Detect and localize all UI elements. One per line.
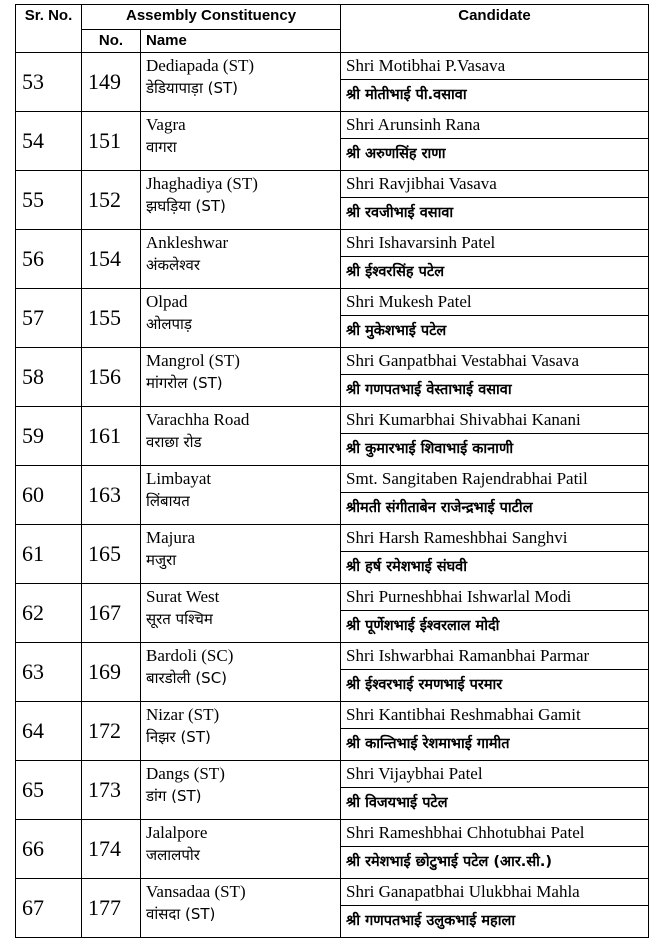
- constituency-name-hindi: बारडोली (SC): [146, 669, 228, 687]
- table-row: [16, 879, 649, 938]
- candidate-name-english: Shri Ravjibhai Vasava: [341, 171, 648, 198]
- candidate-name-english: Smt. Sangitaben Rajendrabhai Patil: [341, 466, 648, 493]
- constituency-name-hindi: जलालपोर: [146, 846, 200, 864]
- sr-no-cell: 63: [16, 643, 82, 702]
- constituency-name-cell: [141, 53, 341, 112]
- candidate-name-english: Shri Rameshbhai Chhotubhai Patel: [341, 820, 648, 847]
- constituency-name-hindi: वागरा: [146, 138, 177, 156]
- candidate-name-hindi: श्री रवजीभाई वसावा: [346, 205, 454, 221]
- candidate-cell: [341, 525, 649, 584]
- candidate-name-hindi: श्री हर्ष रमेशभाई संघवी: [346, 559, 467, 575]
- constituency-name-hindi: ओलपाड़: [146, 315, 192, 333]
- constituency-name-english: Bardoli (SC): [146, 646, 234, 665]
- constituency-no-cell: 167: [82, 584, 141, 643]
- candidate-name-english: Shri Arunsinh Rana: [341, 112, 648, 139]
- table-row: [16, 466, 649, 525]
- constituency-no-cell: 172: [82, 702, 141, 761]
- constituency-name-english: Jhaghadiya (ST): [146, 174, 258, 193]
- constituency-no-cell: 155: [82, 289, 141, 348]
- constituency-name-cell: [141, 230, 341, 289]
- constituency-name-hindi: डेडियापाड़ा (ST): [146, 79, 238, 97]
- constituency-no-cell: 154: [82, 230, 141, 289]
- sr-no-cell: 62: [16, 584, 82, 643]
- candidate-name-english: Shri Motibhai P.Vasava: [341, 53, 648, 80]
- constituency-no-cell: 156: [82, 348, 141, 407]
- candidate-name-english: Shri Mukesh Patel: [341, 289, 648, 316]
- table-row: [16, 230, 649, 289]
- candidate-cell: [341, 53, 649, 112]
- constituency-name-cell: [141, 820, 341, 879]
- constituency-name-cell: [141, 761, 341, 820]
- constituency-name-english: Olpad: [146, 292, 188, 311]
- constituency-name-english: Nizar (ST): [146, 705, 220, 724]
- candidate-cell: [341, 348, 649, 407]
- candidate-cell: [341, 702, 649, 761]
- candidate-name-english: Shri Ganpatbhai Vestabhai Vasava: [341, 348, 648, 375]
- candidate-name-hindi: श्री ईश्वरभाई रमणभाई परमार: [346, 677, 503, 693]
- constituency-name-english: Mangrol (ST): [146, 351, 240, 370]
- constituency-name-hindi: निझर (ST): [146, 728, 211, 746]
- candidate-cell: [341, 879, 649, 938]
- constituency-no-cell: 151: [82, 112, 141, 171]
- constituency-no-cell: 169: [82, 643, 141, 702]
- candidate-name-english: Shri Purneshbhai Ishwarlal Modi: [341, 584, 648, 611]
- header-no: No.: [82, 30, 141, 53]
- candidate-name-hindi: श्रीमती संगीताबेन राजेन्द्रभाई पाटील: [346, 500, 533, 516]
- constituency-name-english: Surat West: [146, 587, 220, 606]
- constituency-name-hindi: अंकलेश्वर: [146, 256, 201, 274]
- candidate-cell: [341, 407, 649, 466]
- candidate-name-hindi: श्री ईश्वरसिंह पटेल: [346, 264, 445, 280]
- constituency-name-cell: [141, 112, 341, 171]
- header-name: Name: [141, 30, 341, 53]
- candidate-name-hindi: श्री अरुणसिंह राणा: [346, 146, 446, 162]
- candidate-name-english: Shri Harsh Rameshbhai Sanghvi: [341, 525, 648, 552]
- candidate-name-hindi: श्री कुमारभाई शिवाभाई कानाणी: [346, 441, 514, 457]
- candidate-name-english: Shri Vijaybhai Patel: [341, 761, 648, 788]
- candidate-cell: [341, 643, 649, 702]
- sr-no-cell: 59: [16, 407, 82, 466]
- table-row: [16, 112, 649, 171]
- candidate-name-hindi: श्री गणपतभाई वेस्ताभाई वसावा: [346, 382, 512, 398]
- header-candidate: Candidate: [341, 5, 649, 53]
- constituency-name-hindi: मजुरा: [146, 551, 177, 569]
- constituency-name-cell: [141, 879, 341, 938]
- constituency-name-cell: [141, 407, 341, 466]
- sr-no-cell: 66: [16, 820, 82, 879]
- constituency-name-cell: [141, 702, 341, 761]
- constituency-name-english: Limbayat: [146, 469, 212, 488]
- header-sr-no: Sr. No.: [16, 5, 82, 53]
- constituency-name-cell: [141, 466, 341, 525]
- constituency-name-english: Vansadaa (ST): [146, 882, 246, 901]
- candidate-name-english: Shri Ishavarsinh Patel: [341, 230, 648, 257]
- candidate-name-hindi: श्री मुकेशभाई पटेल: [346, 323, 447, 339]
- candidate-name-hindi: श्री विजयभाई पटेल: [346, 795, 448, 811]
- sr-no-cell: 65: [16, 761, 82, 820]
- candidate-cell: [341, 230, 649, 289]
- constituency-name-english: Jalalpore: [146, 823, 208, 842]
- sr-no-cell: 64: [16, 702, 82, 761]
- candidate-name-english: Shri Kantibhai Reshmabhai Gamit: [341, 702, 648, 729]
- constituency-name-cell: [141, 525, 341, 584]
- sr-no-cell: 60: [16, 466, 82, 525]
- constituency-no-cell: 165: [82, 525, 141, 584]
- table-row: [16, 702, 649, 761]
- candidate-name-hindi: श्री गणपतभाई उलुकभाई महाला: [346, 913, 516, 929]
- candidate-name-hindi: श्री पूर्णेशभाई ईश्वरलाल मोदी: [346, 618, 500, 634]
- sr-no-cell: 54: [16, 112, 82, 171]
- candidate-name-english: Shri Kumarbhai Shivabhai Kanani: [341, 407, 648, 434]
- candidate-cell: [341, 112, 649, 171]
- table-body: [16, 53, 649, 938]
- candidate-cell: [341, 820, 649, 879]
- constituency-name-hindi: डांग (ST): [146, 787, 202, 805]
- constituency-no-cell: 173: [82, 761, 141, 820]
- constituency-name-cell: [141, 643, 341, 702]
- sr-no-cell: 53: [16, 53, 82, 112]
- sr-no-cell: 58: [16, 348, 82, 407]
- table-row: [16, 820, 649, 879]
- candidate-cell: [341, 289, 649, 348]
- constituency-name-english: Dangs (ST): [146, 764, 225, 783]
- constituency-name-hindi: वराछा रोड: [146, 433, 202, 451]
- candidate-name-hindi: श्री रमेशभाई छोटुभाई पटेल (आर.सी.): [346, 854, 553, 870]
- candidate-name-english: Shri Ganapatbhai Ulukbhai Mahla: [341, 879, 648, 906]
- header-assembly-constituency: Assembly Constituency: [82, 5, 341, 30]
- constituency-name-english: Ankleshwar: [146, 233, 229, 252]
- constituency-name-hindi: सूरत पश्चिम: [146, 610, 213, 628]
- table-row: [16, 53, 649, 112]
- constituency-name-cell: [141, 348, 341, 407]
- constituency-name-hindi: लिंबायत: [146, 492, 190, 510]
- table-row: [16, 348, 649, 407]
- candidate-cell: [341, 761, 649, 820]
- constituency-name-hindi: मांगरोल (ST): [146, 374, 223, 392]
- constituency-no-cell: 161: [82, 407, 141, 466]
- table-row: [16, 584, 649, 643]
- sr-no-cell: 56: [16, 230, 82, 289]
- table-row: [16, 643, 649, 702]
- table-row: [16, 407, 649, 466]
- candidate-name-hindi: श्री कान्तिभाई रेशमाभाई गामीत: [346, 736, 510, 752]
- table-row: [16, 289, 649, 348]
- constituency-name-english: Dediapada (ST): [146, 56, 255, 75]
- constituency-name-cell: [141, 171, 341, 230]
- candidate-cell: [341, 466, 649, 525]
- sr-no-cell: 61: [16, 525, 82, 584]
- table-row: [16, 761, 649, 820]
- constituency-name-hindi: वांसदा (ST): [146, 905, 216, 923]
- constituency-name-hindi: झघड़िया (ST): [146, 197, 226, 215]
- table-row: [16, 171, 649, 230]
- constituency-no-cell: 177: [82, 879, 141, 938]
- sr-no-cell: 67: [16, 879, 82, 938]
- constituency-no-cell: 163: [82, 466, 141, 525]
- constituency-name-english: Majura: [146, 528, 196, 547]
- constituency-no-cell: 152: [82, 171, 141, 230]
- sr-no-cell: 55: [16, 171, 82, 230]
- constituency-name-english: Varachha Road: [146, 410, 250, 429]
- candidate-name-hindi: श्री मोतीभाई पी.वसावा: [346, 87, 467, 103]
- constituency-name-cell: [141, 289, 341, 348]
- constituency-name-english: Vagra: [146, 115, 186, 134]
- constituency-name-cell: [141, 584, 341, 643]
- constituency-no-cell: 174: [82, 820, 141, 879]
- table-row: [16, 525, 649, 584]
- sr-no-cell: 57: [16, 289, 82, 348]
- candidate-cell: [341, 584, 649, 643]
- constituency-no-cell: 149: [82, 53, 141, 112]
- candidate-table: [15, 4, 649, 938]
- candidate-name-english: Shri Ishwarbhai Ramanbhai Parmar: [341, 643, 648, 670]
- candidate-cell: [341, 171, 649, 230]
